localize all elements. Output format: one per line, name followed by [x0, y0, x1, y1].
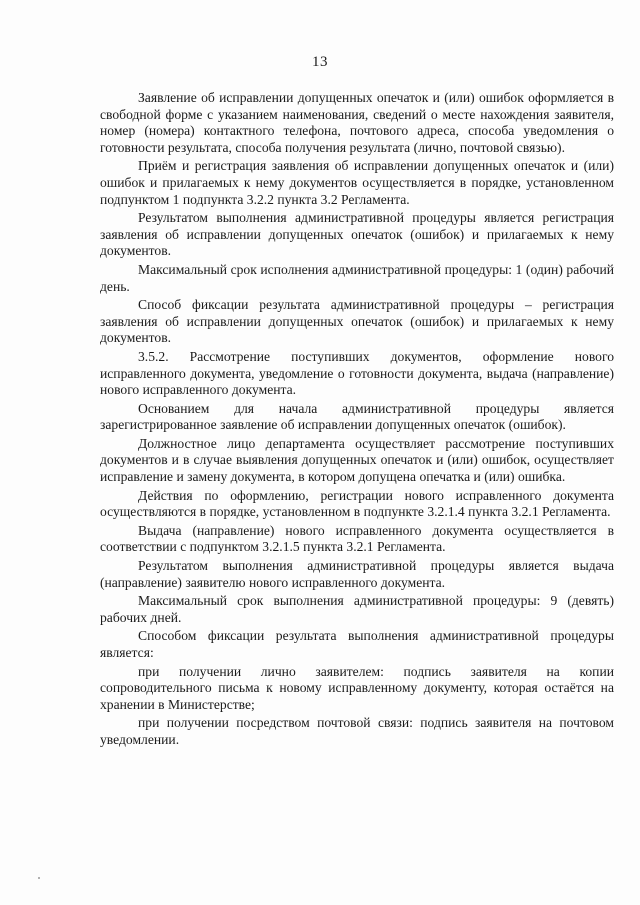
paragraph-procedure-result: Результатом выполнения административной процедуры является регистрация заявления об исправлении допущенных опечаток (ошибок) и прилагаемых к нему документов. [100, 210, 614, 259]
paragraph-reception-registration: Приём и регистрация заявления об исправлении допущенных опечаток и (или) ошибок и прилагаемых к нему документов осуществляется в порядке, установленном подпунктом 1 подпункта 3.2.2 пункта 3.2 Регламента. [100, 158, 614, 207]
document-body [100, 90, 614, 751]
paragraph-fixation-by-mail: при получении посредством почтовой связи: подпись заявителя на почтовом уведомлении. [100, 715, 614, 747]
paragraph-fixation-in-person: при получении лично заявителем: подпись заявителя на копии сопроводительного письма к новому исправленному документу, которая остаётся на хранении в Министерстве; [100, 663, 614, 712]
page-number: 13 [312, 54, 328, 70]
paragraph-issuance-result: Результатом выполнения административной процедуры является выдача (направление) заявителю нового исправленного документа. [100, 558, 614, 590]
scan-speck [38, 877, 40, 879]
paragraph-max-term-9-days: Максимальный срок выполнения административной процедуры: 9 (девять) рабочих дней. [100, 593, 614, 625]
paragraph-fixation-intro: Способом фиксации результата выполнения административной процедуры является: [100, 628, 614, 660]
paragraph-official-review: Должностное лицо департамента осуществляет рассмотрение поступивших документов и в случае выявления допущенных опечаток и (или) ошибок, осуществляет исправление и замену документа, в котором допущена опечатка и (или) ошибка. [100, 435, 614, 485]
paragraph-application-form: Заявление об исправлении допущенных опечаток и (или) ошибок оформляется в свободной форме с указанием наименования, сведений о месте нахождения заявителя, номер (номера) контактного телефона, почтового адреса, способа уведомления о готовности результата, способа получения результата (лично, почтовой связью). [100, 90, 614, 155]
paragraph-issuance: Выдача (направление) нового исправленного документа осуществляется в соответствии с подпунктом 3.2.1.5 пункта 3.2.1 Регламента. [100, 522, 614, 555]
paragraph-section-3-5-2: 3.5.2. Рассмотрение поступивших документов, оформление нового исправленного документа, уведомление о готовности документа, выдача (направление) нового исправленного документа. [100, 348, 614, 398]
paragraph-fixation-method: Способ фиксации результата административной процедуры – регистрация заявления об исправлении допущенных опечаток (ошибок) и прилагаемых к нему документов. [100, 297, 614, 346]
paragraph-registration-actions: Действия по оформлению, регистрации нового исправленного документа осуществляются в порядке, установленном в подпункте 3.2.1.4 пункта 3.2.1 Регламента. [100, 487, 614, 520]
paragraph-max-term: Максимальный срок исполнения административной процедуры: 1 (один) рабочий день. [100, 261, 614, 294]
paragraph-procedure-basis: Основанием для начала административной процедуры является зарегистрированное заявление об исправлении допущенных опечаток (ошибок). [100, 400, 614, 433]
